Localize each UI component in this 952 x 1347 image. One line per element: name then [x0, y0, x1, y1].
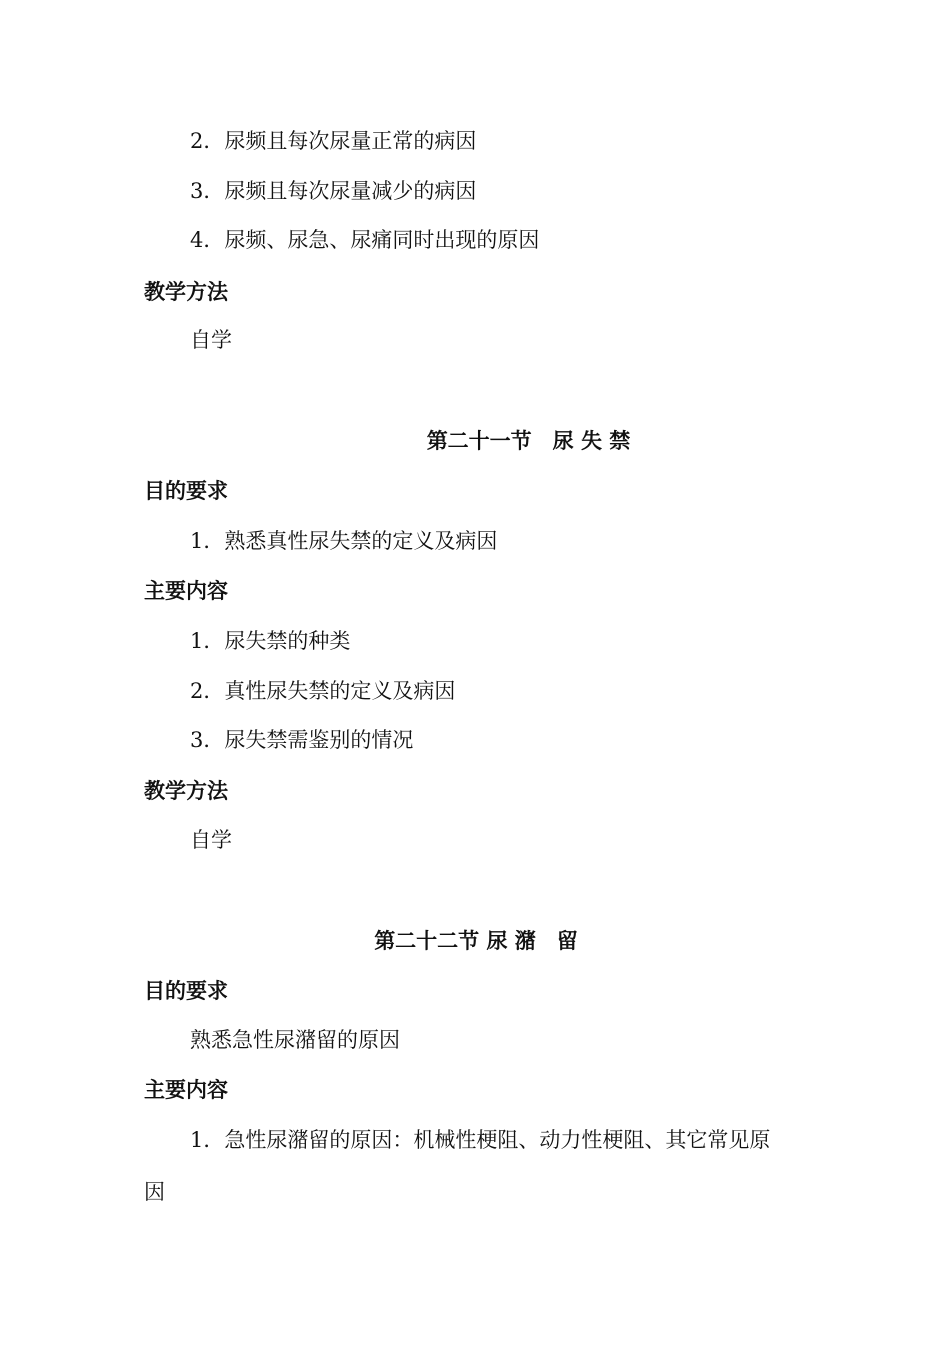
- teaching-method-text: 自学: [190, 828, 232, 852]
- list-item: 3．尿失禁需鉴别的情况: [190, 728, 414, 752]
- list-item: 1．熟悉真性尿失禁的定义及病因: [190, 529, 498, 553]
- goal-text: 熟悉急性尿潴留的原因: [190, 1028, 400, 1052]
- section-heading-teaching-method: 教学方法: [144, 280, 228, 304]
- section-heading-main-content: 主要内容: [144, 1078, 228, 1102]
- section-title: 第二十二节 尿 潴 留: [374, 929, 578, 953]
- list-item: 1．急性尿潴留的原因：机械性梗阻、动力性梗阻、其它常见原: [190, 1128, 771, 1152]
- section-heading-main-content: 主要内容: [144, 579, 228, 603]
- section-heading-goals: 目的要求: [144, 479, 228, 503]
- section-heading-goals: 目的要求: [144, 979, 228, 1003]
- list-item: 1．尿失禁的种类: [190, 629, 351, 653]
- list-item: 4．尿频、尿急、尿痛同时出现的原因: [190, 228, 540, 252]
- list-item-continuation: 因: [144, 1180, 165, 1204]
- list-item: 2．尿频且每次尿量正常的病因: [190, 129, 477, 153]
- list-item: 2．真性尿失禁的定义及病因: [190, 679, 456, 703]
- section-title: 第二十一节 尿 失 禁: [426, 429, 631, 453]
- section-heading-teaching-method: 教学方法: [144, 779, 228, 803]
- list-item: 3．尿频且每次尿量减少的病因: [190, 179, 477, 203]
- teaching-method-text: 自学: [190, 328, 232, 352]
